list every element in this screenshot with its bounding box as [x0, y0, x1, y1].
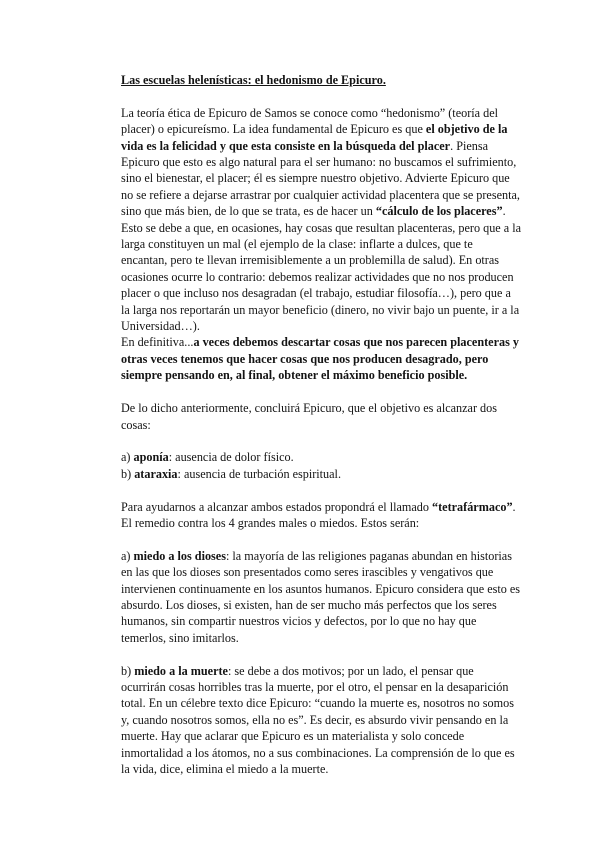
- miedo-muerte-paragraph: [121, 663, 521, 778]
- objective-prefix: a): [121, 450, 134, 465]
- miedo-muerte-term: miedo a la muerte: [134, 663, 228, 678]
- document-page: [121, 72, 521, 777]
- objective-prefix: b): [121, 466, 135, 481]
- tetrafarmaco-text-1: Para ayudarnos a alcanzar ambos estados propondrá el llamado: [121, 499, 433, 514]
- intro-paragraph: [121, 105, 521, 335]
- definitiva-bold: a veces debemos descartar cosas que nos parecen placenteras y otras veces tenemos que hacer cosas que nos producen desagrado, pero siempre pensando en, al final, obtener el máximo beneficio posible.: [121, 335, 519, 383]
- document-title: Las escuelas helenísticas: el hedonismo de Epicuro.: [121, 73, 386, 87]
- definitiva-text: En definitiva...: [121, 335, 194, 350]
- miedo-dioses-text: : la mayoría de las religiones paganas abundan en historias en las que los dioses son presentados como seres irascibles y vengativos que intervienen continuamente en los asuntos humanos. Epicuro considera que esto es absurdo. Los dioses, si existen, han de ser mucho más perfectos que los seres humanos, sin compartir nuestros vicios y defectos, por lo que no hay que temerlos, sino imitarlos.: [121, 548, 521, 645]
- intro-bold-2: “cálculo de los placeres”: [375, 204, 503, 219]
- intro-text-3: . Esto se debe a que, en ocasiones, hay cosas que resultan placenteras, pero que a la larga constituyen un mal (el ejemplo de la clase: inflarte a dulces, que te encantan, pero te llevan irremisiblemente a un problemilla de salud). En otras ocasiones ocurre lo contrario: debemos realizar actividades que no nos producen placer o que incluso nos desagradan (el trabajo, estudiar filosofía…), pero que a la larga nos reportarán un mayor beneficio (dinero, no vivir bajo un puente, ir a la Universidad…).: [121, 204, 521, 334]
- tetrafarmaco-paragraph: [121, 499, 521, 532]
- miedo-dioses-paragraph: [121, 548, 521, 646]
- miedo-muerte-text: : se debe a dos motivos; por un lado, el pensar que ocurrirán cosas horribles tras la muerte, por el otro, el pensar en la desaparición total. En un célebre texto dice Epicuro: “cuando la muerte es, nosotros no somos y, cuando nosotros somos, ella no es”. Es decir, es absurdo vivir pensando en la muerte. Hay que aclarar que Epicuro es un materialista y solo concede inmortalidad a los átomos, no a sus combinaciones. La comprensión de lo que es la vida, dice, elimina el miedo a la muerte.: [121, 663, 515, 776]
- miedo-dioses-term: miedo a los dioses: [133, 548, 226, 563]
- objective-aponia: [121, 449, 521, 465]
- intro-bold-1: el objetivo de la vida es la felicidad y que esta consiste en la búsqueda del placer: [121, 122, 508, 153]
- objective-definition: : ausencia de dolor físico.: [168, 450, 294, 465]
- miedo-dioses-prefix: a): [121, 548, 134, 563]
- objective-ataraxia: [121, 466, 521, 482]
- miedo-muerte-prefix: b): [121, 663, 135, 678]
- tetrafarmaco-bold: “tetrafármaco”: [432, 499, 513, 514]
- objective-term: ataraxia: [134, 466, 178, 481]
- objective-term: aponía: [133, 450, 169, 465]
- objective-definition: : ausencia de turbación espiritual.: [177, 466, 341, 481]
- definitiva-paragraph: [121, 334, 521, 383]
- intro-text-1: La teoría ética de Epicuro de Samos se conoce como “hedonismo” (teoría del placer) o epicureísmo. La idea fundamental de Epicuro es que: [121, 105, 498, 137]
- conclusion-paragraph: De lo dicho anteriormente, concluirá Epicuro, que el objetivo es alcanzar dos cosas:: [121, 401, 497, 432]
- intro-text-2: . Piensa Epicuro que esto es algo natural para el ser humano: no buscamos el sufrimiento, sino el bienestar, el placer; él es siempre nuestro objetivo. Advierte Epicuro que no se refiere a dejarse arrastrar por cualquier actividad placentera que se presenta, sino que más bien, de lo que se trata, es de hacer un: [121, 138, 520, 219]
- tetrafarmaco-text-2: . El remedio contra los 4 grandes males o miedos. Estos serán:: [121, 499, 516, 530]
